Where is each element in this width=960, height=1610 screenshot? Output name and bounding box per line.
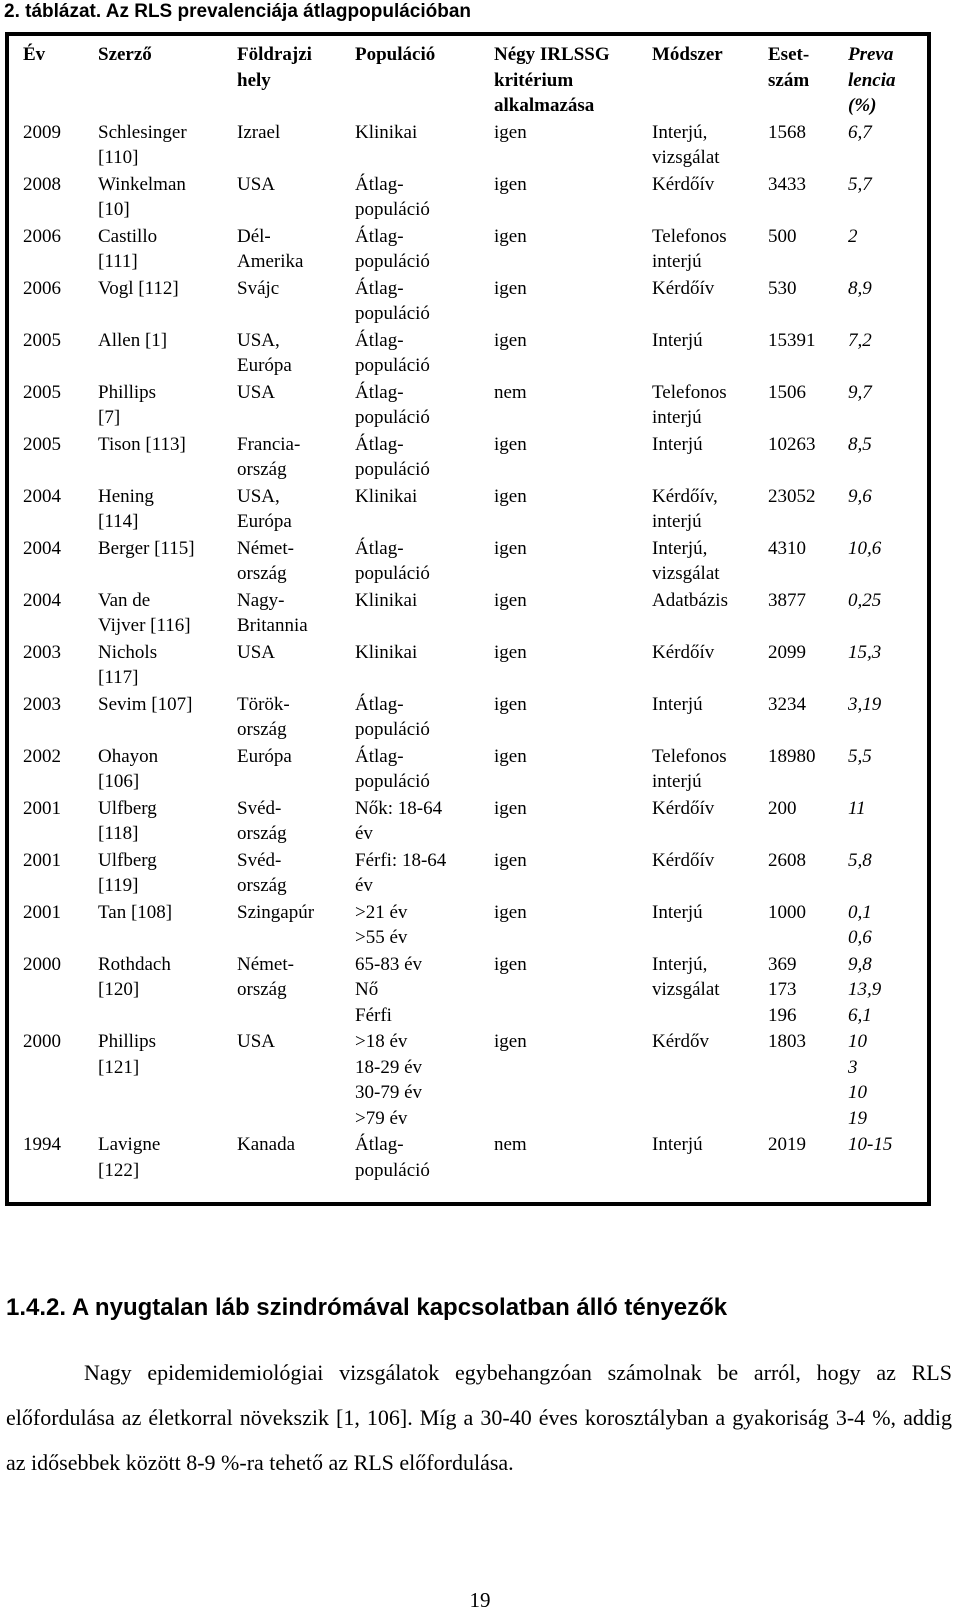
cell-year: 2005 [23, 381, 61, 403]
cell-location: Török- [237, 693, 290, 715]
cell-year: 2005 [23, 329, 61, 351]
cell-irlssg-criteria: nem [494, 1134, 527, 1155]
cell-author: Tison [113] [98, 433, 186, 455]
cell-author: Van de [98, 589, 151, 611]
cell-author: Phillips [98, 1031, 157, 1052]
cell-population: év [355, 823, 373, 844]
cell-prevalence: 0,1 [848, 901, 872, 923]
header-irlssg-criteria: Négy IRLSSG [494, 44, 610, 65]
cell-location: ország [237, 875, 287, 896]
cell-location: Szingapúr [237, 901, 315, 923]
cell-case-count: 530 [768, 277, 797, 299]
cell-irlssg-criteria: igen [494, 797, 527, 819]
cell-irlssg-criteria: igen [494, 641, 527, 663]
cell-author: Sevim [107] [98, 693, 193, 715]
cell-location: Európa [237, 355, 292, 376]
cell-case-count: 10263 [768, 433, 816, 455]
cell-author: [117] [98, 667, 139, 688]
cell-population: Átlag- [355, 173, 404, 195]
cell-year: 2004 [23, 485, 61, 507]
cell-method: Telefonos [652, 381, 727, 403]
cell-year: 2003 [23, 693, 61, 715]
cell-prevalence: 6,1 [848, 1004, 872, 1026]
cell-year: 2000 [23, 953, 61, 975]
cell-prevalence: 3,19 [848, 693, 882, 715]
header-prevalence: Preva [848, 44, 894, 65]
cell-author: [110] [98, 147, 139, 168]
cell-prevalence: 10,6 [848, 537, 882, 559]
cell-irlssg-criteria: igen [494, 589, 527, 611]
cell-method: vizsgálat [652, 563, 720, 584]
cell-location: USA, [237, 485, 280, 507]
cell-case-count: 23052 [768, 485, 816, 507]
cell-method: Interjú [652, 433, 703, 455]
cell-prevalence: 5,7 [848, 173, 872, 195]
cell-population: populáció [355, 303, 430, 324]
cell-population: Férfi: 18-64 [355, 849, 447, 871]
cell-prevalence: 19 [848, 1107, 867, 1129]
cell-irlssg-criteria: igen [494, 849, 527, 871]
cell-case-count: 3433 [768, 173, 806, 195]
cell-case-count: 4310 [768, 537, 806, 559]
cell-irlssg-criteria: igen [494, 277, 527, 299]
cell-author: Ulfberg [98, 849, 157, 871]
cell-author: [10] [98, 199, 130, 220]
cell-prevalence: 11 [848, 797, 866, 819]
cell-method: Kérdőív, [652, 485, 718, 507]
cell-author: [118] [98, 823, 139, 844]
cell-prevalence: 5,8 [848, 849, 872, 871]
cell-author: Phillips [98, 381, 157, 403]
cell-location: Kanada [237, 1134, 296, 1155]
cell-location: Britannia [237, 615, 308, 636]
cell-population: Átlag- [355, 693, 404, 715]
cell-location: Francia- [237, 433, 301, 455]
cell-irlssg-criteria: igen [494, 537, 527, 559]
cell-author: [121] [98, 1056, 140, 1078]
cell-prevalence: 13,9 [848, 979, 882, 1000]
cell-prevalence: 9,6 [848, 485, 872, 507]
cell-year: 2003 [23, 641, 61, 663]
cell-method: Interjú [652, 693, 703, 715]
cell-method: Kérdőív [652, 797, 715, 819]
cell-population: >18 év [355, 1031, 408, 1052]
cell-location: USA [237, 381, 276, 403]
cell-population: Klinikai [355, 121, 418, 143]
cell-case-count: 200 [768, 797, 797, 819]
cell-case-count: 2019 [768, 1134, 806, 1155]
cell-case-count: 15391 [768, 329, 816, 351]
cell-population: 65-83 év [355, 953, 423, 975]
cell-author: [114] [98, 511, 139, 532]
header-case-count: szám [768, 69, 810, 91]
cell-method: interjú [652, 511, 702, 532]
cell-year: 2004 [23, 589, 61, 611]
cell-population: Nő [355, 979, 379, 1000]
cell-year: 2006 [23, 277, 61, 299]
cell-population: 18-29 év [355, 1056, 423, 1078]
cell-method: interjú [652, 407, 702, 428]
cell-author: [111] [98, 251, 138, 272]
cell-year: 1994 [23, 1134, 61, 1155]
header-population: Populáció [355, 44, 436, 65]
cell-year: 2001 [23, 849, 61, 871]
cell-year: 2005 [23, 433, 61, 455]
cell-population: Átlag- [355, 537, 404, 559]
section-title: 1.4.2. A nyugtalan láb szindrómával kapcsolatban álló tényezők [6, 1294, 728, 1321]
cell-prevalence: 9,8 [848, 953, 872, 975]
cell-population: év [355, 875, 373, 896]
cell-population: Átlag- [355, 381, 404, 403]
cell-method: interjú [652, 771, 702, 792]
cell-population: populáció [355, 355, 430, 376]
header-irlssg-criteria: kritérium [494, 69, 574, 91]
cell-author: Schlesinger [98, 121, 187, 143]
cell-method: Telefonos [652, 225, 727, 247]
cell-prevalence: 9,7 [848, 381, 872, 403]
cell-population: populáció [355, 771, 430, 792]
cell-irlssg-criteria: igen [494, 953, 527, 975]
cell-method: Interjú [652, 1134, 703, 1155]
cell-population: 30-79 év [355, 1082, 423, 1103]
cell-location: Német- [237, 953, 294, 975]
cell-author: Rothdach [98, 953, 171, 975]
cell-case-count: 500 [768, 225, 797, 247]
cell-author: Vogl [112] [98, 277, 179, 299]
cell-prevalence: 15,3 [848, 641, 882, 663]
cell-author: Hening [98, 485, 154, 507]
cell-population: Átlag- [355, 433, 404, 455]
cell-location: ország [237, 823, 287, 844]
cell-population: populáció [355, 251, 430, 272]
cell-irlssg-criteria: nem [494, 381, 527, 403]
cell-method: Kérdőív [652, 641, 715, 663]
cell-author: Vijver [116] [98, 615, 191, 636]
cell-population: >21 év [355, 901, 408, 923]
cell-location: USA [237, 1031, 276, 1052]
cell-prevalence: 10 [848, 1031, 867, 1052]
cell-population: Nők: 18-64 [355, 797, 443, 819]
header-prevalence: (%) [848, 95, 877, 116]
cell-irlssg-criteria: igen [494, 433, 527, 455]
cell-year: 2002 [23, 745, 61, 767]
cell-location: Svájc [237, 277, 280, 299]
header-prevalence: lencia [848, 69, 896, 91]
cell-location: Európa [237, 745, 292, 767]
cell-prevalence: 6,7 [848, 121, 872, 143]
cell-year: 2008 [23, 173, 61, 195]
cell-method: interjú [652, 251, 702, 272]
cell-method: vizsgálat [652, 979, 720, 1000]
cell-irlssg-criteria: igen [494, 225, 527, 247]
cell-prevalence: 7,2 [848, 329, 872, 351]
cell-case-count: 3234 [768, 693, 806, 715]
cell-population: populáció [355, 563, 430, 584]
header-location: Földrajzi [237, 44, 312, 65]
cell-population: populáció [355, 407, 430, 428]
header-author: Szerző [98, 44, 152, 65]
body-paragraph-text: Nagy epidemidemiológiai vizsgálatok egybehangzóan számolnak be arról, hogy az RLS előfordulása az életkorral növekszik [1, 106]. Míg a 30-40 éves korosztályban a gyakoriság 3-4 %, addig az idősebbek között 8-9 %-ra tehető az RLS előfordulása. [6, 1360, 952, 1475]
cell-method: Kérdőív [652, 849, 715, 871]
cell-case-count: 196 [768, 1004, 797, 1026]
cell-population: populáció [355, 1159, 430, 1181]
cell-prevalence: 8,9 [848, 277, 872, 299]
header-location: hely [237, 69, 271, 91]
cell-population: Férfi [355, 1004, 392, 1026]
cell-irlssg-criteria: igen [494, 173, 527, 195]
cell-method: Interjú, [652, 121, 708, 143]
cell-population: populáció [355, 199, 430, 220]
cell-method: Interjú, [652, 537, 708, 559]
cell-irlssg-criteria: igen [494, 901, 527, 923]
cell-prevalence: 2 [848, 225, 858, 247]
cell-author: Ulfberg [98, 797, 157, 819]
header-case-count: Eset- [768, 44, 810, 65]
cell-location: ország [237, 719, 287, 740]
cell-method: Kérdőív [652, 173, 715, 195]
cell-location: ország [237, 459, 287, 480]
cell-prevalence: 10-15 [848, 1134, 893, 1155]
cell-prevalence: 0,25 [848, 589, 882, 611]
cell-year: 2001 [23, 901, 61, 923]
cell-population: Klinikai [355, 589, 418, 611]
cell-population: Átlag- [355, 277, 404, 299]
cell-irlssg-criteria: igen [494, 745, 527, 767]
cell-prevalence: 5,5 [848, 745, 872, 767]
cell-prevalence: 3 [848, 1056, 858, 1078]
cell-case-count: 3877 [768, 589, 806, 611]
cell-author: Lavigne [98, 1134, 161, 1155]
cell-location: Svéd- [237, 849, 282, 871]
cell-irlssg-criteria: igen [494, 1031, 527, 1052]
cell-location: Izrael [237, 121, 281, 143]
cell-case-count: 1568 [768, 121, 806, 143]
cell-author: [122] [98, 1159, 140, 1181]
header-year: Év [23, 44, 46, 65]
cell-case-count: 173 [768, 979, 797, 1000]
cell-case-count: 2608 [768, 849, 806, 871]
cell-year: 2004 [23, 537, 61, 559]
cell-prevalence: 10 [848, 1082, 867, 1103]
cell-location: ország [237, 563, 287, 584]
page-number: 19 [469, 1588, 491, 1610]
cell-method: Kérdőív [652, 277, 715, 299]
cell-author: [119] [98, 875, 139, 896]
prevalence-table [5, 32, 931, 1206]
cell-author: Berger [115] [98, 537, 195, 559]
cell-author: [106] [98, 771, 140, 792]
header-irlssg-criteria: alkalmazása [494, 95, 595, 116]
cell-case-count: 1506 [768, 381, 806, 403]
cell-method: Interjú [652, 901, 703, 923]
cell-year: 2000 [23, 1031, 61, 1052]
cell-method: Kérdőv [652, 1031, 709, 1052]
table-caption: 2. táblázat. Az RLS prevalenciája átlagpopulációban [4, 1, 472, 22]
cell-location: Nagy- [237, 589, 285, 611]
cell-location: ország [237, 979, 287, 1000]
cell-location: Német- [237, 537, 294, 559]
header-method: Módszer [652, 44, 723, 65]
cell-year: 2009 [23, 121, 61, 143]
cell-location: Dél- [237, 225, 271, 247]
cell-population: Klinikai [355, 641, 418, 663]
cell-case-count: 1803 [768, 1031, 806, 1052]
cell-author: Ohayon [98, 745, 159, 767]
cell-method: vizsgálat [652, 147, 720, 168]
cell-population: Átlag- [355, 745, 404, 767]
cell-author: Nichols [98, 641, 158, 663]
cell-year: 2006 [23, 225, 61, 247]
cell-population: Átlag- [355, 329, 404, 351]
cell-year: 2001 [23, 797, 61, 819]
cell-irlssg-criteria: igen [494, 329, 527, 351]
cell-location: Amerika [237, 251, 304, 272]
cell-author: Allen [1] [98, 329, 168, 351]
body-paragraph [6, 1350, 952, 1485]
cell-population: populáció [355, 719, 430, 740]
cell-prevalence: 0,6 [848, 927, 872, 948]
cell-location: Európa [237, 511, 292, 532]
cell-method: Interjú [652, 329, 703, 351]
cell-location: Svéd- [237, 797, 282, 819]
cell-case-count: 369 [768, 953, 797, 975]
cell-location: USA, [237, 329, 280, 351]
cell-population: >79 év [355, 1107, 408, 1129]
cell-author: Winkelman [98, 173, 186, 195]
cell-method: Telefonos [652, 745, 727, 767]
cell-case-count: 1000 [768, 901, 806, 923]
cell-author: [120] [98, 979, 140, 1000]
cell-population: Átlag- [355, 225, 404, 247]
cell-prevalence: 8,5 [848, 433, 872, 455]
cell-population: Átlag- [355, 1134, 404, 1155]
cell-population: >55 év [355, 927, 408, 948]
cell-location: USA [237, 641, 276, 663]
cell-population: populáció [355, 459, 430, 480]
cell-population: Klinikai [355, 485, 418, 507]
cell-location: USA [237, 173, 276, 195]
cell-method: Adatbázis [652, 589, 728, 611]
cell-irlssg-criteria: igen [494, 693, 527, 715]
cell-author: [7] [98, 407, 121, 428]
cell-author: Castillo [98, 225, 158, 247]
cell-irlssg-criteria: igen [494, 485, 527, 507]
cell-method: Interjú, [652, 953, 708, 975]
cell-author: Tan [108] [98, 901, 173, 923]
cell-case-count: 2099 [768, 641, 806, 663]
cell-case-count: 18980 [768, 745, 816, 767]
cell-irlssg-criteria: igen [494, 121, 527, 143]
